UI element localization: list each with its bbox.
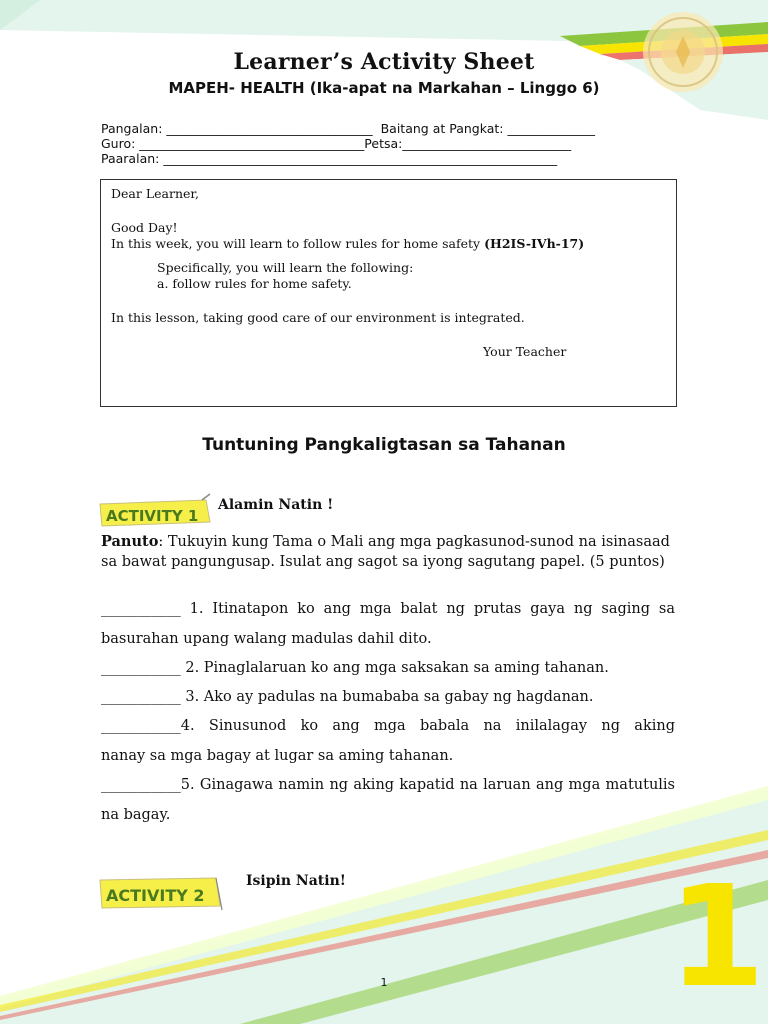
letter-week-text (111, 236, 584, 251)
letter-good-day: Good Day! (111, 220, 178, 235)
panuto-label: Panuto (101, 533, 159, 550)
week-text: In this week, you will learn to follow rules for home safety (111, 236, 485, 251)
activity-1-label: Alamin Natin ! (218, 497, 334, 513)
item-4: ___________4. Sinusunod ko ang mga babala na inilalagay ng aking (101, 718, 675, 734)
letter-greeting: Dear Learner, (111, 186, 199, 201)
sheet-subtitle: MAPEH- HEALTH (Ika-apat na Markahan – Linggo 6) (168, 79, 600, 97)
activity-2-label: Isipin Natin! (246, 873, 346, 889)
page-number: 1 (380, 976, 388, 989)
activity-2-badge-text: ACTIVITY 2 (106, 886, 205, 905)
activity-1-badge-text: ACTIVITY 1 (106, 507, 199, 525)
name-grade-field: Pangalan: _________________________________ Baitang at Pangkat: ______________ (101, 121, 595, 136)
letter-specific: Specifically, you will learn the following: (157, 260, 414, 275)
letter-box (100, 179, 677, 407)
item-5-cont: na bagay. (101, 807, 171, 823)
section-title: Tuntuning Pangkaligtasan sa Tahanan (202, 435, 566, 455)
big-page-number: 1 (668, 856, 766, 1019)
item-4-cont: nanay sa mga bagay at lugar sa aming tahanan. (101, 748, 454, 764)
item-5: ___________5. Ginagawa namin ng aking kapatid na laruan ang mga matutulis (101, 777, 675, 793)
letter-signoff: Your Teacher (483, 344, 567, 359)
competency-code: (H2IS-IVh-17) (484, 236, 585, 251)
letter-integrated: In this lesson, taking good care of our environment is integrated. (111, 310, 525, 325)
activity-2-badge (98, 874, 228, 914)
activity-1-badge (98, 492, 214, 528)
letter-objective: a. follow rules for home safety. (157, 276, 352, 291)
panuto-text: : Tukuyin kung Tama o Mali ang mga pagkasunod-sunod na isinasaad sa bawat pangungusap. Isulat ang sagot sa iyong sagutang papel. (5 puntos) (101, 534, 670, 570)
panuto-instructions (101, 532, 675, 572)
item-2: ___________ 2. Pinaglalaruan ko ang mga saksakan sa aming tahanan. (101, 660, 609, 676)
item-1-cont: basurahan upang walang madulas dahil dito. (101, 631, 432, 647)
item-3: ___________ 3. Ako ay padulas na bumababa sa gabay ng hagdanan. (101, 689, 594, 705)
teacher-date-field: Guro: ____________________________________Petsa:___________________________ (101, 136, 572, 151)
sheet-title: Learner’s Activity Sheet (233, 49, 535, 75)
item-1: ___________ 1. Itinatapon ko ang mga balat ng prutas gaya ng saging sa (101, 601, 675, 617)
school-field: Paaralan: _______________________________________________________________ (101, 151, 558, 166)
